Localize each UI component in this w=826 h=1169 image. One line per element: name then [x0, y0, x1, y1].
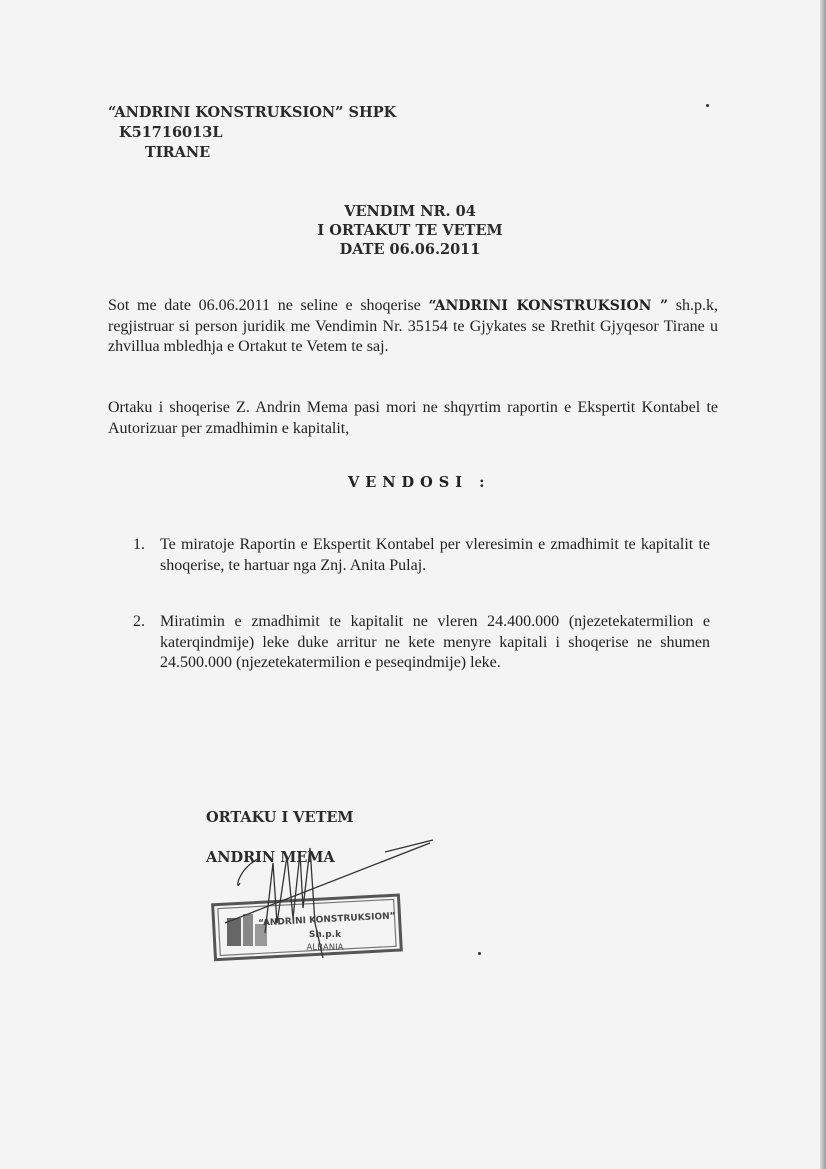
signature-and-stamp	[205, 838, 435, 963]
intro-text-start: Sot me date 06.06.2011 ne seline e shoqerise	[108, 297, 429, 314]
decision-number: 1.	[133, 536, 145, 553]
signature-name: ANDRIN MEMA	[206, 849, 335, 866]
title-line-2: I ORTAKUT TE VETEM	[317, 222, 503, 239]
decision-item	[133, 535, 710, 576]
company-name: “ANDRINI KONSTRUKSION” SHPK	[108, 104, 397, 121]
intro-company-bold: “ANDRINI KONSTRUKSION ”	[428, 298, 669, 314]
stamp	[213, 895, 402, 960]
decision-number: 2.	[133, 613, 145, 630]
scan-speck	[478, 952, 481, 955]
title-line-3: DATE 06.06.2011	[339, 241, 481, 258]
intro-text-end: sh.p.k, regjistruar si person juridik me Vendimin Nr. 35154 te Gjykates se Rrethit Gjyqesor Tirane u zhvillua mbledhja e Ortakut te Vetem te saj.	[108, 297, 718, 355]
paragraph-report: Ortaku i shoqerise Z. Andrin Mema pasi mori ne shqyrtim raportin e Ekspertit Kontabel te Autorizuar per zmadhimin e kapitalit,	[108, 399, 718, 437]
stamp-country: ALBANIA	[306, 943, 344, 953]
stamp-company: “ANDRINI KONSTRUKSION”	[257, 911, 396, 929]
stamp-type: Sh.p.k	[308, 930, 342, 940]
scan-speck	[706, 104, 709, 107]
company-nipt: K51716013L	[119, 124, 223, 141]
paragraph-intro	[108, 296, 718, 358]
decision-heading: VENDOSI :	[348, 474, 491, 491]
scan-edge	[820, 0, 826, 1169]
decision-text: Te miratoje Raportin e Ekspertit Kontabel per vleresimin e zmadhimit te kapitalit te shoqerise, te hartuar nga Znj. Anita Pulaj.	[160, 536, 710, 574]
decision-item	[133, 612, 710, 674]
document-title	[250, 202, 570, 259]
signature-role: ORTAKU I VETEM	[206, 809, 354, 826]
decision-text: Miratimin e zmadhimit te kapitalit ne vleren 24.400.000 (njezetekatermilion e katerqindmije) leke duke arritur ne kete menyre kapitali i shoqerise ne shumen 24.500.000 (njezetekatermilion e peseqindmije) leke.	[160, 613, 710, 671]
title-line-1: VENDIM NR. 04	[344, 203, 476, 220]
company-city: TIRANE	[145, 144, 211, 161]
